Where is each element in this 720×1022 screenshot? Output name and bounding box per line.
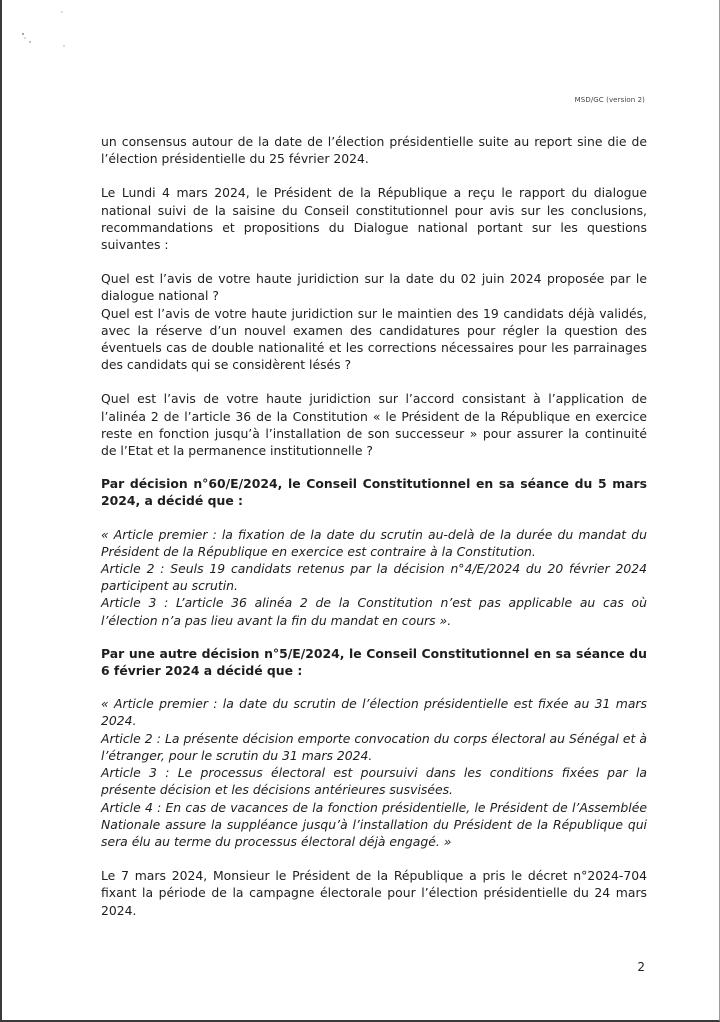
decision-2-article-2: Article 2 : La présente décision emporte convocation du corps électoral au Sénégal et à l’étranger, pour le scrutin du 31 mars 2024. <box>101 730 647 763</box>
paragraph-intro: un consensus autour de la date de l’élection présidentielle suite au report sine die de l’élection présidentielle du 25 février 2024. <box>101 134 647 167</box>
decision-2-heading: Par une autre décision n°5/E/2024, le Conseil Constitutionnel en sa séance du 6 février 2024 a décidé que : <box>101 645 647 679</box>
decision-2-article-4: Article 4 : En cas de vacances de la fonction présidentielle, le Président de l’Assemblée Nationale assure la suppléance jusqu’à l’installation du Président de la République qui sera élu au terme du processus électoral déjà engagé. » <box>101 799 647 849</box>
scan-specks <box>20 8 80 58</box>
decision-1-article-3: Article 3 : L’article 36 alinéa 2 de la Constitution n’est pas applicable au cas où l’élection n’a pas lieu avant la fin du mandat en cours ». <box>101 595 647 628</box>
decision-2-article-3: Article 3 : Le processus électoral est poursuivi dans les conditions fixées par la présente décision et les décisions antérieures susvisées. <box>101 765 647 798</box>
document-reference: MSD/GC (version 2) <box>574 96 645 104</box>
decision-1-heading: Par décision n°60/E/2024, le Conseil Constitutionnel en sa séance du 5 mars 2024, a décidé que : <box>101 476 647 509</box>
paragraph-dialogue-report: Le Lundi 4 mars 2024, le Président de la République a reçu le rapport du dialogue national suivi de la saisine du Conseil constitutionnel pour avis sur les conclusions, recommandations et propositions du Dialogue national portant sur les questions suivantes : <box>101 185 647 253</box>
question-1: Quel est l’avis de votre haute juridiction sur la date du 02 juin 2024 proposée par le dialogue national ? <box>101 271 647 304</box>
page-number: 2 <box>637 960 645 974</box>
paragraph-decree: Le 7 mars 2024, Monsieur le Président de la République a pris le décret n°2024-704 fixant la période de la campagne électorale pour l’élection présidentielle du 24 mars 2024. <box>101 868 647 918</box>
question-3: Quel est l’avis de votre haute juridiction sur l’accord consistant à l’application de l’alinéa 2 de l’article 36 de la Constitution « le Président de la République en exercice reste en fonction jusqu’à l’installation de son successeur » pour assurer la continuité de l’Etat et la permanence institutionnelle ? <box>101 391 647 459</box>
decision-1-article-2: Article 2 : Seuls 19 candidats retenus par la décision n°4/E/2024 du 20 février 2024 participent au scrutin. <box>101 561 647 594</box>
document-body <box>101 133 647 919</box>
decision-1-article-1: « Article premier : la fixation de la date du scrutin au-delà de la durée du mandat du Président de la République en exercice est contraire à la Constitution. <box>101 526 647 559</box>
decision-2-article-1: « Article premier : la date du scrutin de l’élection présidentielle est fixée au 31 mars 2024. <box>101 696 647 729</box>
question-2: Quel est l’avis de votre haute juridiction sur le maintien des 19 candidats déjà validés, avec la réserve d’un nouvel examen des candidatures pour régler la question des éventuels cas de double nationalité et les corrections nécessaires pour les parrainages des candidats qui se considèrent lésés ? <box>101 305 647 373</box>
